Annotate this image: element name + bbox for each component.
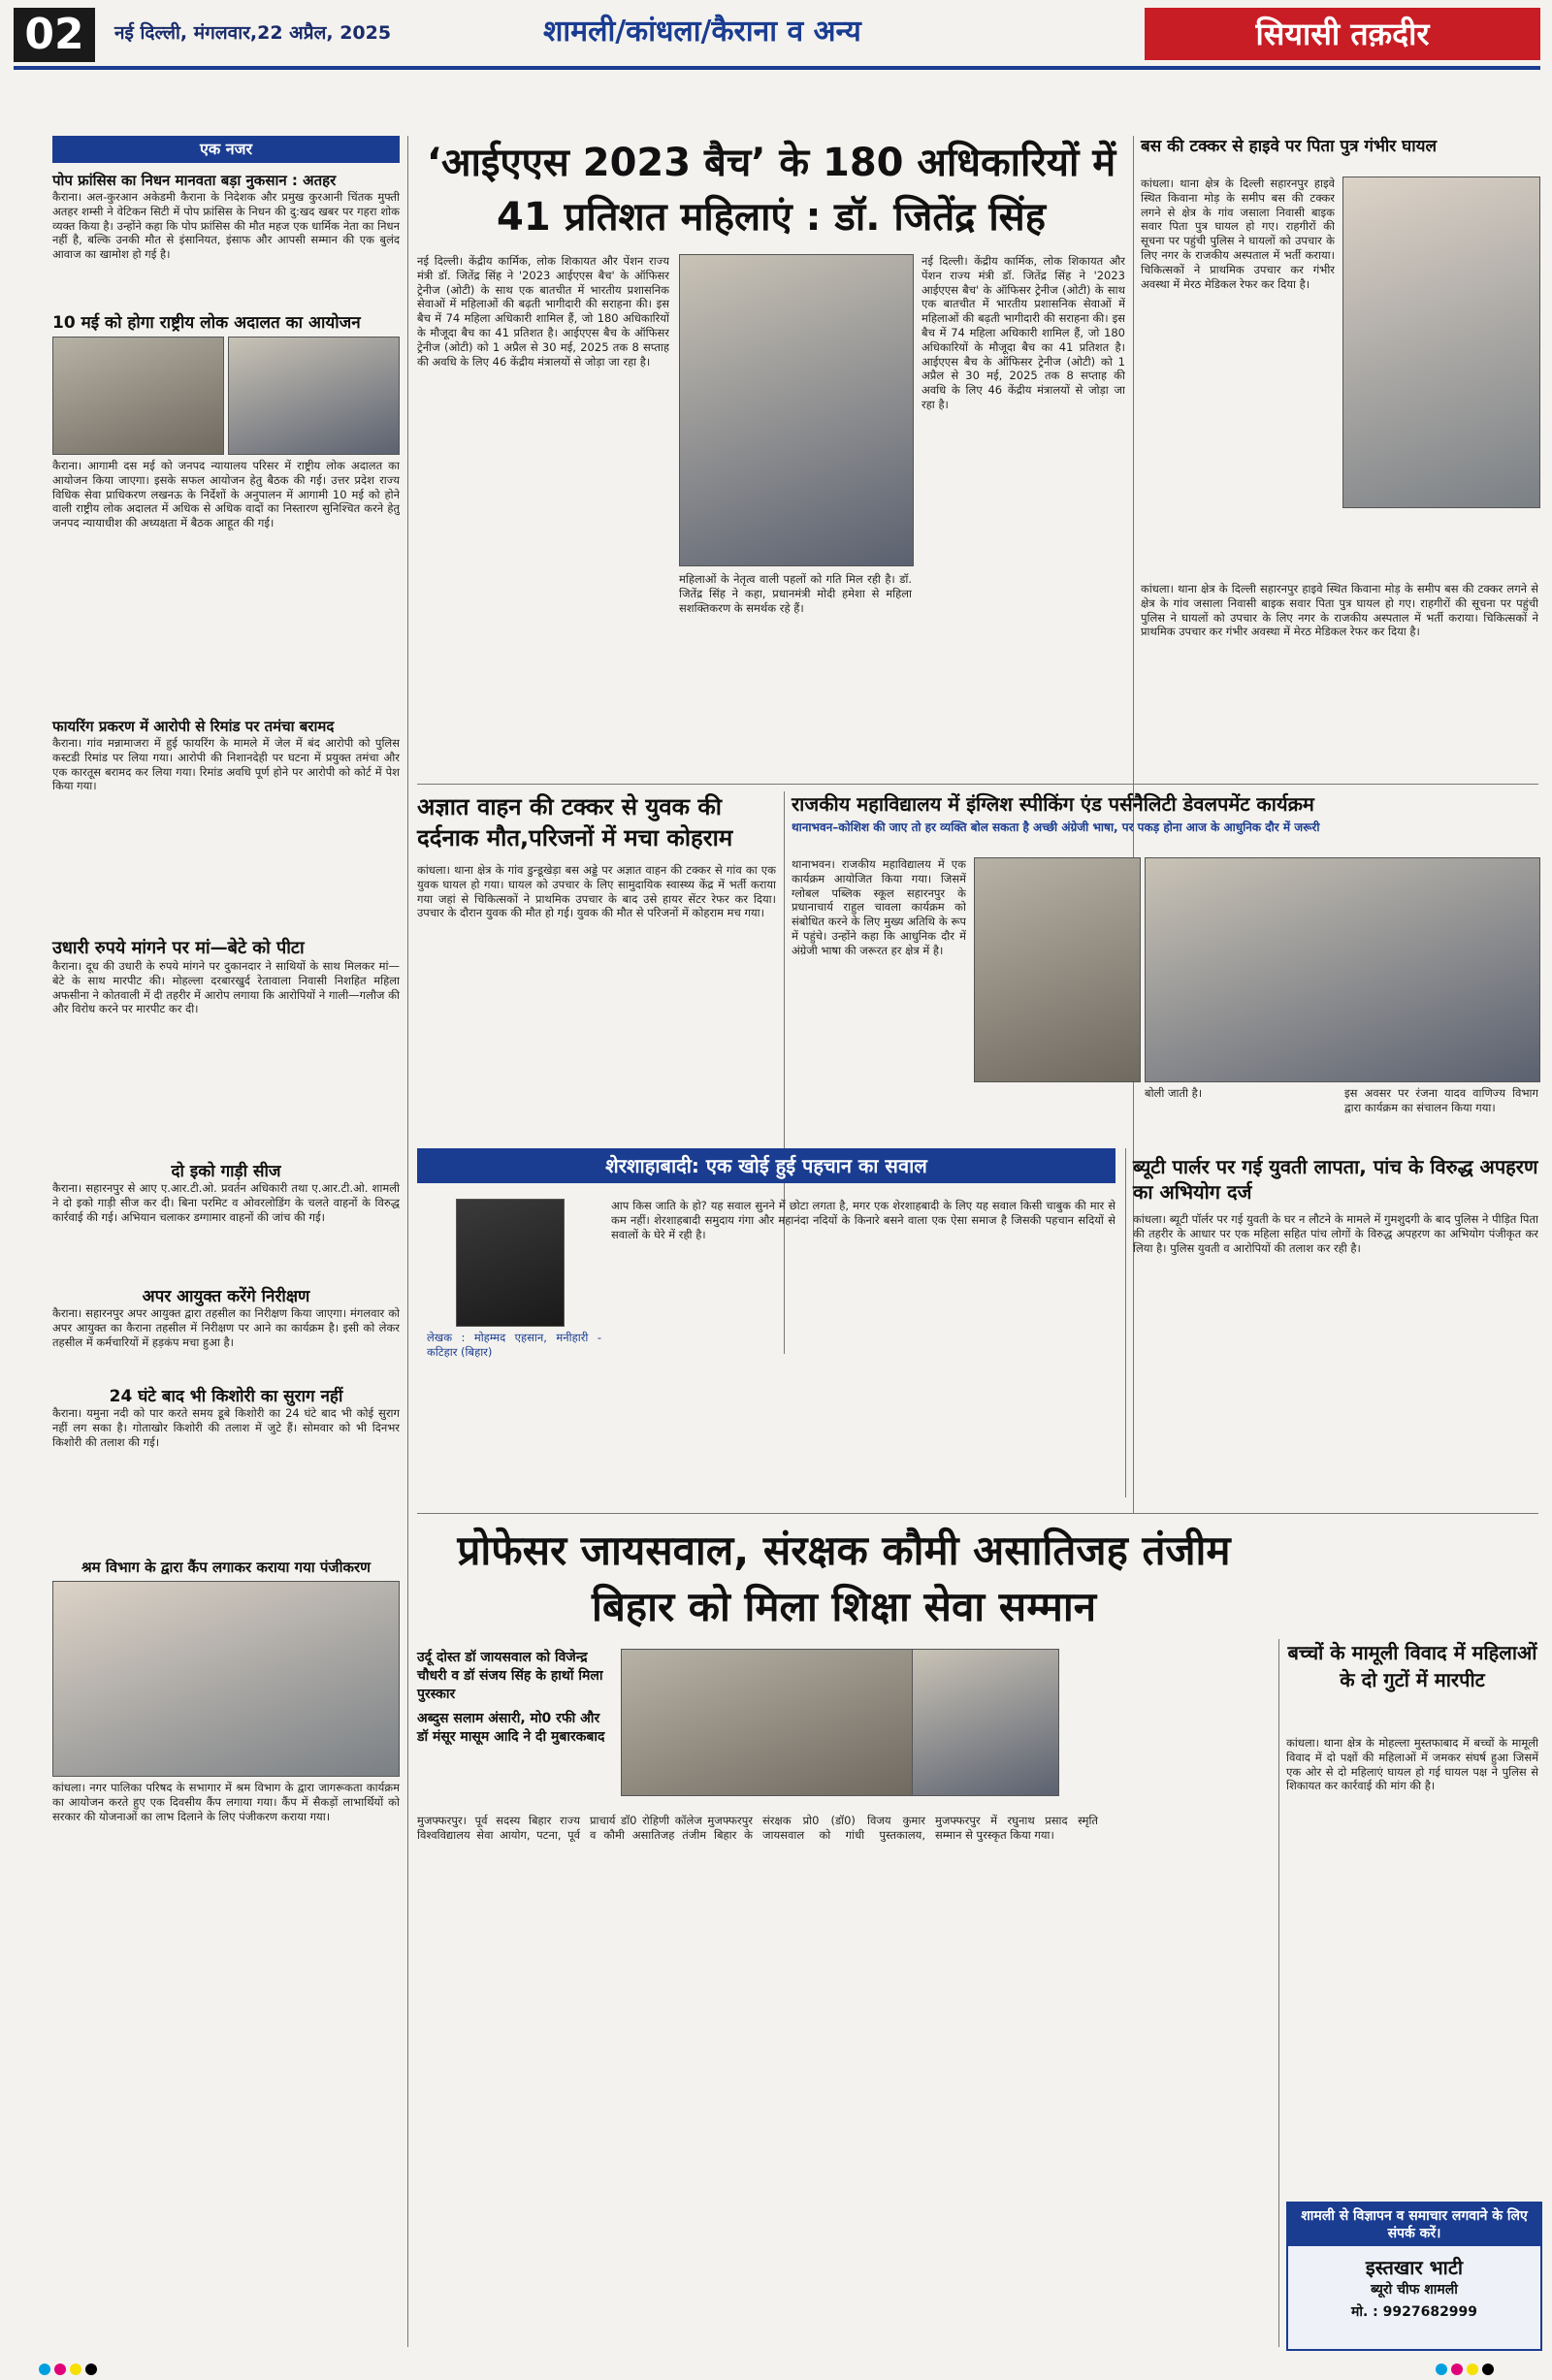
ad-name: इस्तखार भाटी xyxy=(1365,2256,1464,2279)
story-headline: अपर आयुक्त करेंगे निरीक्षण xyxy=(142,1287,310,1306)
accident-headline: अज्ञात वाहन की टक्कर से युवक की दर्दनाक मौत,परिजनों में मचा कोहराम xyxy=(417,793,733,852)
ad-phone: मो. : 9927682999 xyxy=(1350,2304,1478,2320)
minister-photo xyxy=(679,254,914,566)
left-column xyxy=(52,136,400,2347)
story-headline: फायरिंग प्रकरण में आरोपी से रिमांड पर तमंचा बरामद xyxy=(52,718,335,735)
feature-bullet: अब्दुस सलाम अंसारी, मो0 रफी और डॉ मंसूर मासूम आदि ने दी मुबारकबाद xyxy=(417,1711,605,1745)
feature-headline: प्रोफेसर जायसवाल, संरक्षक कौमी असातिजह तंजीम बिहार को मिला शिक्षा सेवा सम्मान xyxy=(457,1527,1231,1630)
college-headline: राजकीय महाविद्यालय में इंग्लिश स्पीकिंग एंड पर्सनैलिटी डेवलपमेंट कार्यक्रम xyxy=(792,792,1314,816)
column-divider xyxy=(1125,1148,1126,1497)
labour-camp-photo xyxy=(52,1581,400,1777)
lead-body-continued: नई दिल्ली। केंद्रीय कार्मिक, लोक शिकायत और पेंशन राज्य मंत्री डॉ. जितेंद्र सिंह ने '2023 आईएएस बैच' के ऑफिसर ट्रेनीज (ओटी) के साथ एक बातचीत में भारतीय प्रशासनिक सेवाओं में महिलाओं की बढ़ती भागीदारी की सराहना की। इस बैच में 74 महिला अधिकारी शामिल हैं, जो 180 अधिकारियों के मौजूदा बैच का 41 प्रतिशत है। आईएएस बैच के ऑफिसर ट्रेनीज (ओटी) को 1 अप्रैल से 30 मई, 2025 तक 8 सप्ताह की अवधि के लिए 46 केंद्रीय मंत्रालयों से जोड़ा जा रहा है। xyxy=(922,254,1125,411)
story-body: कांधला। नगर पालिका परिषद के सभागार में श्रम विभाग के द्वारा जागरूकता कार्यक्रम का आयोजन करते हुए एक दिवसीय कैंप लगाया गया। कैंप में सैकड़ों लाभार्थियों को सरकार की योजनाओं का लाभ दिलाने के लिए पंजीकरण कराया गया। xyxy=(52,1781,400,1823)
college-students-photo xyxy=(1145,857,1540,1082)
lead-body: नई दिल्ली। केंद्रीय कार्मिक, लोक शिकायत और पेंशन राज्य मंत्री डॉ. जितेंद्र सिंह ने '2023 आईएएस बैच' के ऑफिसर ट्रेनीज (ओटी) के साथ एक बातचीत में भारतीय प्रशासनिक सेवाओं में महिलाओं की बढ़ती भागीदारी की सराहना की। इस बैच में 74 महिला अधिकारी शामिल हैं, जो 180 अधिकारियों के मौजूदा बैच का 41 प्रतिशत है। आईएएस बैच के ऑफिसर ट्रेनीज (ओटी) को 1 अप्रैल से 30 मई, 2025 तक 8 सप्ताह की अवधि के लिए 46 केंद्रीय मंत्रालयों से जोड़ा जा रहा है। xyxy=(417,254,669,369)
masthead-rule xyxy=(14,66,1540,70)
highway-body-continued: कांधला। थाना क्षेत्र के दिल्ली सहारनपुर हाइवे स्थित किवाना मोड़ के समीप बस की टक्कर लगने से क्षेत्र के गांव जसाला निवासी बाइक सवार पिता पुत्र घायल हो गए। राहगीरों की सूचना पर पहुंची पुलिस ने घायलों को उपचार के लिए नगर के राजकीय अस्पताल में भर्ती कराया। चिकित्सकों ने प्राथमिक उपचार कर गंभीर अवस्था में मेरठ मेडिकल रेफर कर दिया है। xyxy=(1141,582,1538,639)
college-caption-2: इस अवसर पर रंजना यादव वाणिज्य विभाग द्वारा कार्यक्रम का संचालन किया गया। xyxy=(1344,1086,1538,1114)
college-subhead: थानाभवन–कोशिश की जाए तो हर व्यक्ति बोल सकता है अच्छी अंग्रेजी भाषा, पर पकड़ होना आज के आधुनिक दौर में जरूरी xyxy=(792,820,1320,834)
author-photo xyxy=(456,1199,565,1327)
color-registration-marks xyxy=(39,2361,101,2379)
column-divider xyxy=(407,136,408,2347)
section-title: शामली/कांधला/कैराना व अन्य xyxy=(543,15,861,48)
highway-headline: बस की टक्कर से हाइवे पर पिता पुत्र गंभीर घायल xyxy=(1141,137,1438,156)
author-credit: लेखक : मोहम्मद एहसान, मनीहारी - कटिहार (बिहार) xyxy=(427,1331,601,1359)
story-headline: 10 मई को होगा राष्ट्रीय लोक अदालत का आयोजन xyxy=(52,313,361,333)
story-body: कैराना। गांव मन्नामाजरा में हुई फायरिंग के मामले में जेल में बंद आरोपी को पुलिस कस्टडी रिमांड पर लिया गया। आरोपी की निशानदेही पर घटना में प्रयुक्त तमंचा और एक कारतूस बरामद कर लिया गया। रिमांड अवधि पूर्ण होने पर आरोपी को कोर्ट में पेश किया गया। xyxy=(52,736,400,793)
masthead xyxy=(0,0,1552,68)
brand-banner: सियासी तक़दीर xyxy=(1145,8,1540,60)
story-body: कैराना। अल-कुरआन अकेडमी कैराना के निदेशक और प्रमुख कुरआनी चिंतक मुफ्ती अतहर शम्सी ने वेटिकन सिटी में पोप फ्रांसिस के निधन की दु:खद खबर पर गहरा शोक व्यक्त किया है। उन्होंने कहा कि पोप फ्रांसिस की मौत महज एक धार्मिक नेता का निधन नहीं है, बल्कि उनकी मौत से इंसानियत, इंसाफ और आपसी सम्मान की एक बुलंद आवाज का खामोश हो गई है। xyxy=(52,190,400,262)
registration-strip xyxy=(0,2355,1552,2380)
court-meeting-photo xyxy=(52,337,224,455)
award-ceremony-photo xyxy=(621,1649,914,1796)
brawl-body: कांधला। थाना क्षेत्र के मोहल्ला मुस्तफाबाद में बच्चों के मामूली विवाद में दो पक्षों की महिलाओं में जमकर संघर्ष हुआ जिसमें एक ओर से दो महिलाएं घायल हो गई घायल पक्ष ने पुलिस से शिकायत कर कार्रवाई की मांग की है। xyxy=(1286,1736,1538,1793)
story-body: कैराना। दूध की उधारी के रुपये मांगने पर दुकानदार ने साथियों के साथ मिलकर मां—बेटे के साथ मारपीट की। मोहल्ला दरबारखुर्द रेतावाला निवासी निशहित महिला अफसीना ने कोतवाली में दी तहरीर में आरोप लगाया कि आरोपियों ने गाली—गलौज की और विरोध करने पर मारपीट कर दी। xyxy=(52,959,400,1016)
feature-bullet: उर्दू दोस्त डॉ जायसवाल को विजेन्द्र चौधरी व डॉ संजय सिंह के हाथों मिला पुरस्कार xyxy=(417,1650,603,1702)
award-group-photo xyxy=(912,1649,1059,1796)
page-number: 02 xyxy=(14,8,95,62)
story-headline: पोप फ्रांसिस का निधन मानवता बड़ा नुकसान : अतहर xyxy=(52,172,337,189)
accident-body: कांधला। थाना क्षेत्र के गांव डुन्डूखेड़ा बस अड्डे पर अज्ञात वाहन की टक्कर से गांव का एक युवक घायल हो गया। घायल को उपचार के लिए सामुदायिक स्वास्थ्य केंद्र में भर्ती कराया गया जहां से चिकित्सकों ने प्राथमिक उपचार के बाद उसे हायर सेंटर रेफर कर दिया। उपचार के दौरान युवक की मौत हो गई। युवक की मौत से परिजनों में कोहराम मच गया। xyxy=(417,863,776,920)
story-headline: उधारी रुपये मांगने पर मां—बेटे को पीटा xyxy=(52,938,305,958)
ek-nazar-tag: एक नजर xyxy=(52,136,400,163)
story-body: कैराना। यमुना नदी को पार करते समय डूबे किशोरी का 24 घंटे बाद भी कोई सुराग नहीं लग सका है। गोताखोर किशोरी की तलाश में जुटे हैं। सोमवार को भी दिनभर किशोरी की तलाश की गई। xyxy=(52,1406,400,1449)
section-rule xyxy=(417,1513,1538,1514)
beauty-headline: ब्यूटी पार्लर पर गई युवती लापता, पांच के विरुद्ध अपहरण का अभियोग दर्ज xyxy=(1133,1155,1538,1204)
story-headline: 24 घंटे बाद भी किशोरी का सुराग नहीं xyxy=(109,1387,343,1406)
lead-headline: ‘आईएएस 2023 बैच’ के 180 अधिकारियों में 41 प्रतिशत महिलाएं : डॉ. जितेंद्र सिंह xyxy=(426,141,1116,240)
ad-title: शामली से विज्ञापन व समाचार लगवाने के लिए संपर्क करें। xyxy=(1288,2203,1540,2246)
story-body: कैराना। सहारनपुर से आए ए.आर.टी.ओ. प्रवर्तन अधिकारी तथा ए.आर.टी.ओ. शामली ने दो इको गाड़ी सीज कर दी। बिना परमिट व ओवरलोडिंग के चलते वाहनों के विरुद्ध कार्रवाई की गई। अभियान चलाकर डग्गामार वाहनों की जांच की गई। xyxy=(52,1181,400,1224)
college-event-photo xyxy=(974,857,1141,1082)
ad-role: ब्यूरो चीफ शामली xyxy=(1371,2282,1458,2298)
contact-ad-box xyxy=(1286,2202,1542,2351)
lead-caption: महिलाओं के नेतृत्व वाली पहलों को गति मिल रही है। डॉ. जितेंद्र सिंह ने कहा, प्रधानमंत्री मोदी हमेशा से महिला सशक्तिकरण के समर्थक रहे हैं। xyxy=(679,572,912,615)
college-body: थानाभवन। राजकीय महाविद्यालय में एक कार्यक्रम आयोजित किया गया। जिसमें ग्लोबल पब्लिक स्कूल सहारनपुर के प्रधानाचार्य राहुल चावला कार्यक्रम को संबोधित करने के लिए मुख्य अतिथि के रूप में पहुंचे। उन्होंने कहा कि आधुनिक दौर में अंग्रेजी भाषा की जरूरत हर क्षेत्र में है। xyxy=(792,857,966,957)
color-registration-marks xyxy=(1436,2361,1498,2379)
dateline: नई दिल्ली, मंगलवार,22 अप्रैल, 2025 xyxy=(114,22,392,44)
beauty-body: कांधला। ब्यूटी पॉर्लर पर गई युवती के घर न लौटने के मामले में गुमशुदगी के बाद पुलिस ने पीड़ित पिता की तहरीर के आधार पर एक महिला सहित पांच लोगों के विरुद्ध अपहरण का अभियोग पंजीकृत कर लिया है। पुलिस युवती व आरोपियों की तलाश कर रही है। xyxy=(1133,1212,1538,1255)
feature-body: मुजफ्फरपुर। पूर्व सदस्य बिहार राज्य विश्वविद्यालय सेवा आयोग, पटना, पूर्व प्राचार्य डॉ0 रोहिणी कॉलेज मुजफ्फरपुर व कौमी असातिजह तंजीम बिहार के संरक्षक प्रो0 (डॉ0) विजय कुमार जायसवाल को गांधी पुस्तकालय, मुजफ्फरपुर में रघुनाथ प्रसाद स्मृति सम्मान से पुरस्कृत किया गया। xyxy=(417,1814,1098,1842)
feature-bullets xyxy=(417,1649,611,1747)
story-body: कैराना। सहारनपुर अपर आयुक्त द्वारा तहसील का निरीक्षण किया जाएगा। मंगलवार को अपर आयुक्त का कैराना तहसील में निरीक्षण पर आने का कार्यक्रम है। इसी को लेकर तहसील में कर्मचारियों में हड़कंप मचा हुआ है। xyxy=(52,1306,400,1349)
story-headline: श्रम विभाग के द्वारा कैंप लगाकर कराया गया पंजीकरण xyxy=(81,1559,371,1576)
court-meeting-photo-2 xyxy=(228,337,400,455)
shershabad-headline: शेरशाहाबादी: एक खोई हुई पहचान का सवाल xyxy=(417,1148,1116,1183)
column-divider xyxy=(1278,1639,1279,2347)
section-rule xyxy=(417,784,1538,785)
story-body: कैराना। आगामी दस मई को जनपद न्यायालय परिसर में राष्ट्रीय लोक अदालत का आयोजन किया जाएगा। इसके सफल आयोजन हेतु बैठक की गई। उत्तर प्रदेश राज्य विधिक सेवा प्राधिकरण लखनऊ के निर्देशों के अनुपालन में आगामी 10 मई को होने वाली राष्ट्रीय लोक अदालत में अधिक से अधिक वादों का निस्तारण सुनिश्चित करने हेतु जनपद न्यायाधीश की अध्यक्षता में बैठक आहूत की गई। xyxy=(52,459,400,531)
highway-body: कांधला। थाना क्षेत्र के दिल्ली सहारनपुर हाइवे स्थित किवाना मोड़ के समीप बस की टक्कर लगने से क्षेत्र के गांव जसाला निवासी बाइक सवार पिता पुत्र घायल हो गए। राहगीरों की सूचना पर पहुंची पुलिस ने घायलों को उपचार के लिए नगर के राजकीय अस्पताल में भर्ती कराया। चिकित्सकों ने प्राथमिक उपचार कर गंभीर अवस्था में मेरठ मेडिकल रेफर कर दिया है। xyxy=(1141,177,1335,291)
injured-man-photo xyxy=(1342,177,1540,508)
brawl-headline: बच्चों के मामूली विवाद में महिलाओं के दो गुटों में मारपीट xyxy=(1287,1641,1537,1691)
shershabad-body: आप किस जाति के हो? यह सवाल सुनने में छोटा लगता है, मगर एक शेरशाहबादी के लिए यह सवाल किसी चाबुक की मार से कम नहीं। शेरशाहबादी समुदाय गंगा और महानंदा नदियों के किनारे बसने वाला एक ऐसा समाज है जिसकी पहचान सदियों से सवालों के घेरे में रही है। xyxy=(611,1199,1116,1241)
story-headline: दो इको गाड़ी सीज xyxy=(171,1162,281,1181)
college-caption-1: बोली जाती है। xyxy=(1145,1086,1203,1100)
